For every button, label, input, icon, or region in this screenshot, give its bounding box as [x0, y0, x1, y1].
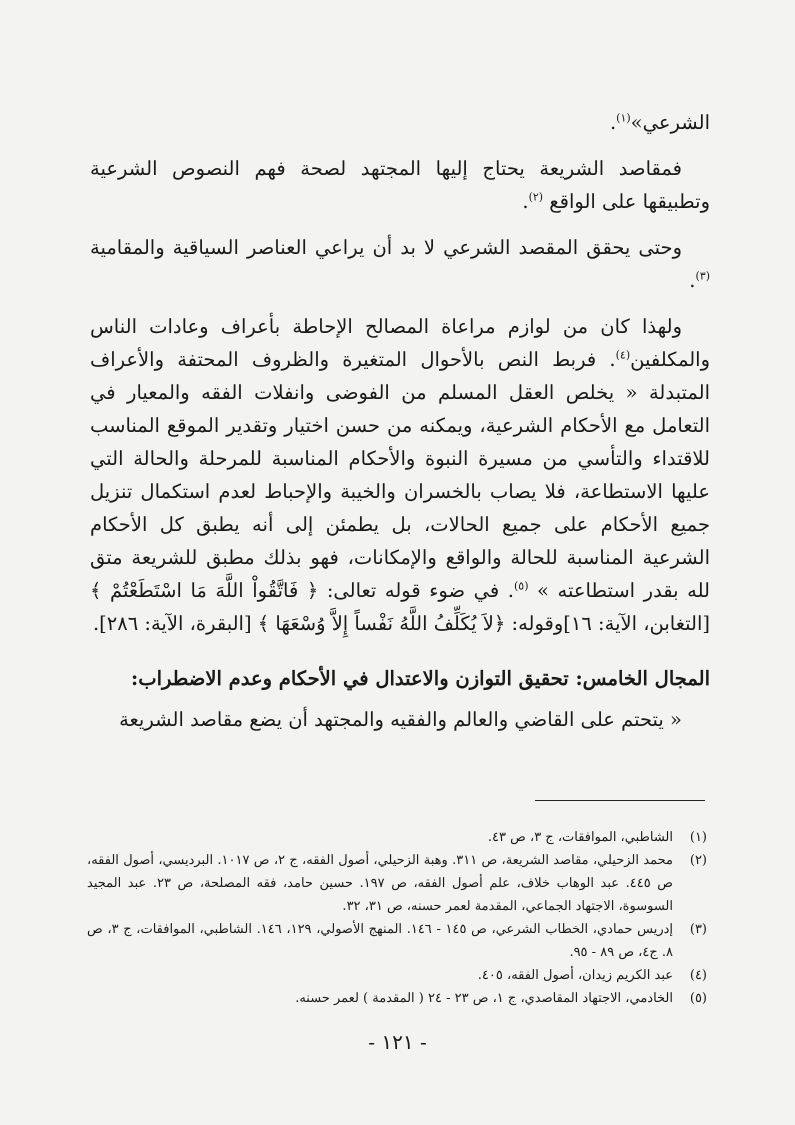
footnote-ref-4[interactable]: (٤)	[615, 348, 631, 362]
footnote-item	[87, 918, 707, 964]
paragraph-2: فمقاصد الشريعة يحتاج إليها المجتهد لصحة فهم النصوص الشرعية وتطبيقها على الواقع $^{(٢)}$.	[90, 157, 710, 213]
footnotes	[87, 826, 707, 1010]
paragraph-5: « يتحتم على القاضي والعالم والفقيه والمجتهد أن يضع مقاصد الشريعة	[119, 708, 682, 731]
footnote-divider	[535, 800, 705, 801]
footnote-number: (٥)	[689, 991, 707, 1006]
footnote-text: إدريس حمادي، الخطاب الشرعي، ص ١٤٥ - ١٤٦. المنهج الأصولي، ١٢٩، ١٤٦. الشاطبي، الموافقات، ج ٣، ص ٨. ج٤، ص ٨٩ - ٩٥.	[87, 922, 673, 960]
footnote-text: محمد الزحيلي، مقاصد الشريعة، ص ٣١١. وهبة الزحيلي، أصول الفقه، ج ٢، ص ١٠١٧. البرديسي، أصول الفقه، ص ٤٤٥. عبد الوهاب خلاف، علم أصول الفقه، ص ١٩٧. حسين حامد، فقه المصلحة، ص ٢٣. عبد المجيد السوسوة، الاجتهاد الجماعي، المقدمة لعمر حسنه، ص ٣١، ٣٢.	[87, 853, 674, 914]
paragraph-1: الشرعي»$^{(١)}$.	[609, 111, 710, 134]
footnote-number: (٤)	[689, 968, 707, 983]
footnote-item	[87, 826, 707, 849]
paragraph-4: ولهذا كان من لوازم مراعاة المصالح الإحاطة بأعراف وعادات الناس والمكلفين$^{(٤)}$. فربط النص بالأحوال المتغيرة والظروف المحتفة والأعراف المتبدلة « يخلص العقل المسلم من الفوضى وانفلات الفقه والمعيار في التعامل مع الأحكام الشرعية، ويمكنه من حسن اختيار وتقدير الموقع المناسب للاقتداء والتأسي من مسيرة النبوة والأحكام المناسبة للمرحلة والحالة التي عليها الاستطاعة، فلا يصاب بالخسران والخيبة والإحباط لعدم استكمال تنزيل جميع الأحكام على جميع الحالات، بل يطمئن إلى أنه يطبق كل الأحكام الشرعية المناسبة للحالة والواقع والإمكانات، فهو بذلك مطبق للشريعة متق لله بقدر استطاعته » $^{(٥)}$. في ضوء قوله تعالى: ﴿ فَاتَّقُواْ اللَّهَ مَا اسْتَطَعْتُمْ ﴾ [التغابن، الآية: ١٦]وقوله: ﴿لاَ يُكَلِّفُ اللَّهُ نَفْساً إِلاَّ وُسْعَهَا ﴾ [البقرة، الآية: ٢٨٦].	[90, 315, 711, 635]
footnote-item	[87, 987, 707, 1010]
footnote-text: الخادمي، الاجتهاد المقاصدي، ج ١، ص ٢٣ - ٢٤ ( المقدمة ) لعمر حسنه.	[295, 991, 673, 1006]
footnote-ref-1[interactable]: (١)	[616, 111, 631, 125]
footnote-item	[87, 964, 707, 987]
page-number: - ١٢١ -	[368, 1030, 427, 1054]
section-heading: المجال الخامس: تحقيق التوازن والاعتدال في الأحكام وعدم الاضطراب:	[131, 667, 710, 690]
footnote-number: (٣)	[689, 922, 707, 937]
paragraph-3: وحتى يحقق المقصد الشرعي لا بد أن يراعي العناصر السياقية والمقامية $^{(٣)}$.	[90, 236, 710, 292]
footnote-number: (١)	[689, 830, 707, 845]
footnote-ref-5[interactable]: (٥)	[513, 579, 529, 593]
footnote-number: (٢)	[689, 853, 707, 868]
footnote-ref-2[interactable]: (٢)	[528, 190, 544, 204]
footnote-text: عبد الكريم زيدان، أصول الفقه، ٤٠٥.	[477, 968, 673, 983]
footnote-ref-3[interactable]: (٣)	[695, 269, 710, 283]
footnote-text: الشاطبي، الموافقات، ج ٣، ص ٤٣.	[487, 830, 673, 845]
footnote-item	[87, 849, 707, 918]
main-text	[90, 106, 710, 736]
